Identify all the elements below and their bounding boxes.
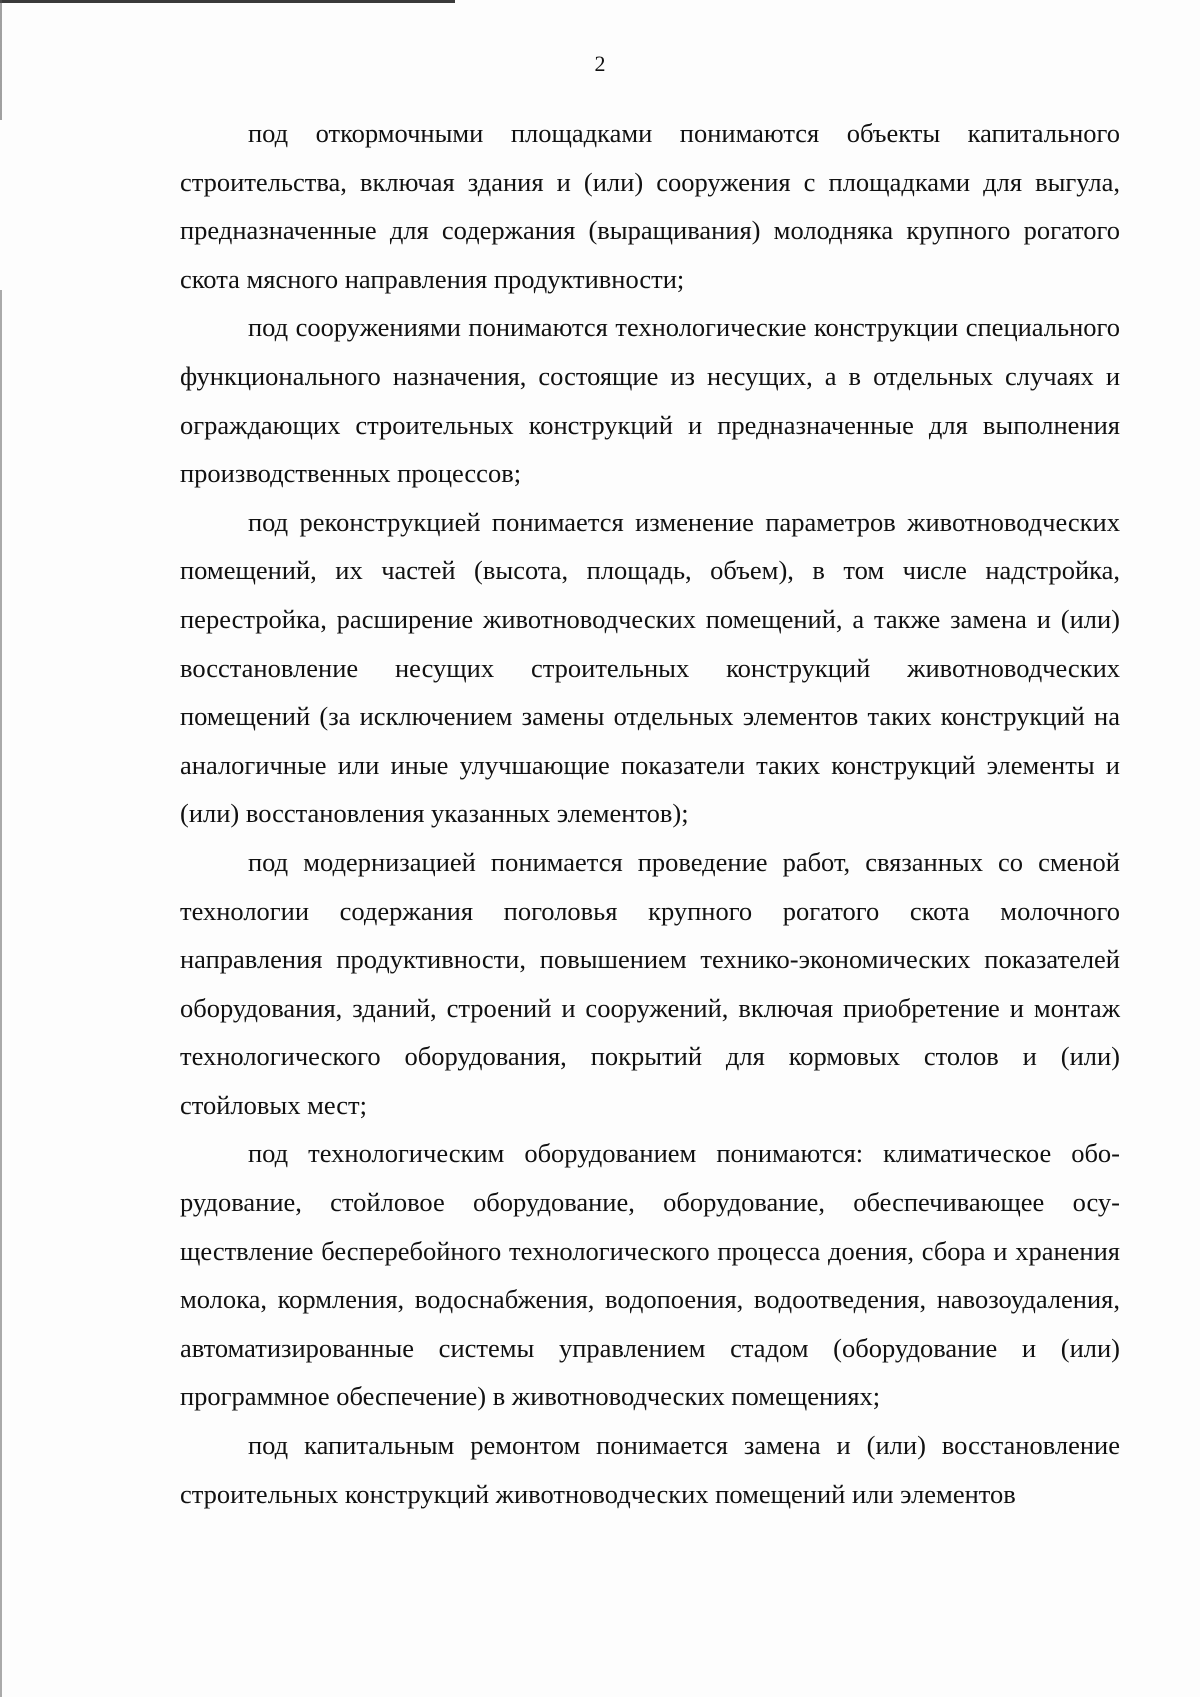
paragraph-structures: под сооружениями понимаются технологические конструкции специального функционального назначения, состоящие из несущих, а в отдельных случаях и ограждающих строительных конструкций и предназначенные для выполнения производственных процессов; [180,312,1120,489]
paragraph-feedlots: под откормочными площадками понимаются объекты капитального строительства, включая здания и (или) сооружения с площадками для выгула, предназначенные для содержания (выращивания) молодняка крупного рогатого скота мясного направления продуктивности; [180,118,1120,294]
paragraph-reconstruction: под реконструкцией понимается изменение параметров животноводческих помещений, их частей (высота, площадь, объем), в том числе надстройка, перестройка, расширение животноводческих помещений, а также замена и (или) восстановление несущих строительных конструкций животноводческих помещений (за исключением замены отдельных элементов таких конструкций на аналогичные или иные улучшающие показатели таких конструкций элементы и (или) восстановления указанных элементов); [180,506,1120,829]
document-body [180,109,1120,1518]
scan-top-rule [0,0,455,3]
paragraph-equipment: под технологическим оборудованием понимаются: климатическое оборудование, стойловое оборудование, оборудование, обеспечивающее осуществление бесперебойного технологического процесса доения, сбора и хранения молока, кормления, водоснабжения, водопоения, водоотведения, навозоудаления, автоматизированные системы управлением стадом (оборудование и (или) программное обеспечение) в животноводческих помещениях; [180,1138,1120,1412]
paragraph-capital-repair: под капитальным ремонтом понимается замена и (или) восстановление строительных конструкций животноводческих помещений или элементов [180,1430,1120,1509]
paragraph-modernization: под модернизацией понимается проведение работ, связанных со сменой технологии содержания поголовья крупного рогатого скота молочного направления продуктивности, повышением технико-экономических показателей оборудования, зданий, строений и сооружений, включая приобретение и монтаж технологического оборудования, покрытий для кормовых столов и (или) стойловых мест; [180,846,1120,1120]
page-number: 2 [594,51,606,76]
scan-left-edge [0,0,2,1697]
